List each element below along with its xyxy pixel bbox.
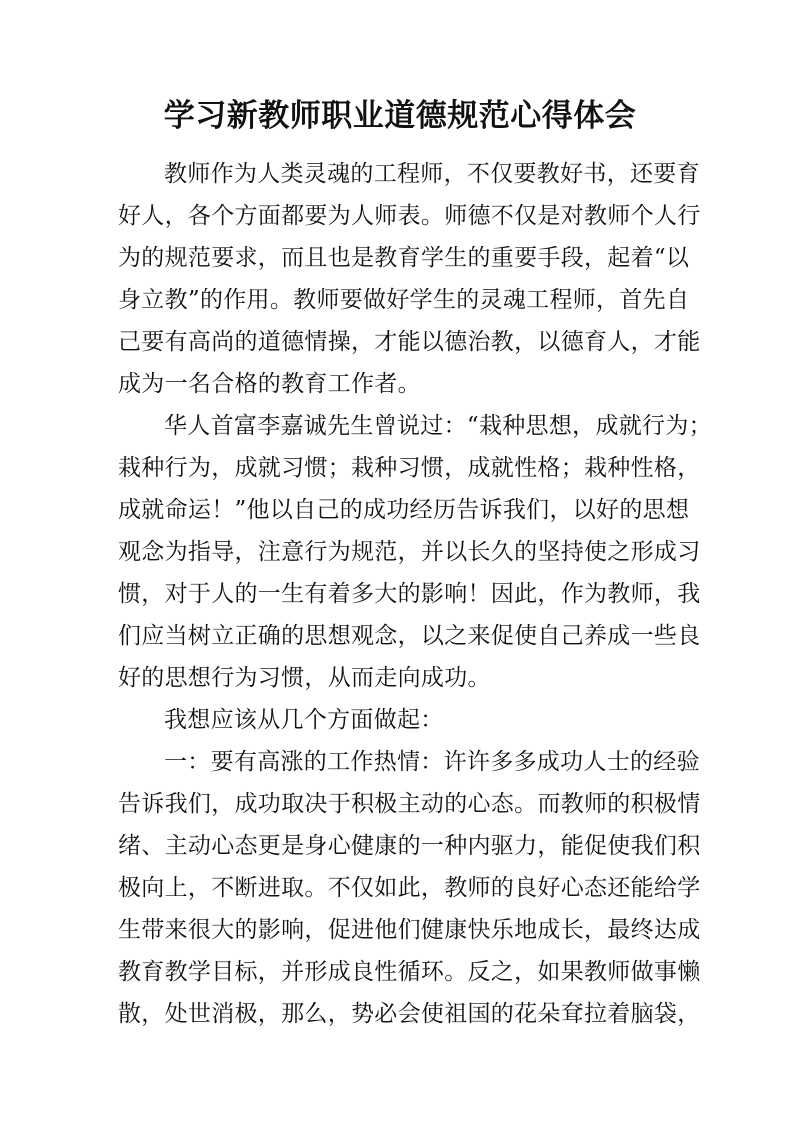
paragraph-line: 告诉我们，成功取决于积极主动的心态。而教师的积极情 — [118, 791, 701, 817]
paragraph-line: 身立教”的作用。教师要做好学生的灵魂工程师，首先自 — [118, 287, 690, 313]
paragraph-line: 惯，对于人的一生有着多大的影响！因此，作为教师，我 — [118, 581, 701, 607]
paragraph-line: 成为一名合格的教育工作者。 — [118, 371, 421, 397]
paragraph-line: 我想应该从几个方面做起： — [164, 707, 444, 733]
paragraph-line: 生带来很大的影响，促进他们健康快乐地成长，最终达成 — [118, 917, 701, 943]
paragraph-line: 己要有高尚的道德情操，才能以德治教，以德育人，才能 — [118, 329, 701, 355]
paragraph-line: 好人，各个方面都要为人师表。师德不仅是对教师个人行 — [118, 203, 701, 229]
paragraph-line: 栽种行为，成就习惯；栽种习惯，成就性格；栽种性格， — [118, 455, 701, 481]
paragraph-line: 为的规范要求，而且也是教育学生的重要手段，起着“以 — [118, 245, 690, 271]
paragraph-line: 们应当树立正确的思想观念，以之来促使自己养成一些良 — [118, 623, 701, 649]
paragraph-line: 好的思想行为习惯，从而走向成功。 — [118, 665, 491, 691]
document-title: 学习新教师职业道德规范心得体会 — [163, 98, 637, 134]
paragraph-line: 一：要有高涨的工作热情：许许多多成功人士的经验 — [164, 749, 700, 775]
paragraph-line: 观念为指导，注意行为规范，并以长久的坚持使之形成习 — [118, 539, 701, 565]
paragraph-line: 成就命运！”他以自己的成功经历告诉我们，以好的思想 — [118, 497, 690, 523]
paragraph-line: 教师作为人类灵魂的工程师，不仅要教好书，还要育 — [164, 161, 700, 187]
paragraph-line: 教育教学目标，并形成良性循环。反之，如果教师做事懒 — [118, 959, 701, 985]
paragraph-line: 绪、主动心态更是身心健康的一种内驱力，能促使我们积 — [118, 833, 701, 859]
document-body — [118, 153, 712, 1035]
paragraph-line: 华人首富李嘉诚先生曾说过：“栽种思想，成就行为； — [164, 413, 712, 439]
paragraph-line: 极向上，不断进取。不仅如此，教师的良好心态还能给学 — [118, 875, 701, 901]
paragraph-line: 散，处世消极，那么，势必会使祖国的花朵耷拉着脑袋， — [118, 1001, 701, 1027]
